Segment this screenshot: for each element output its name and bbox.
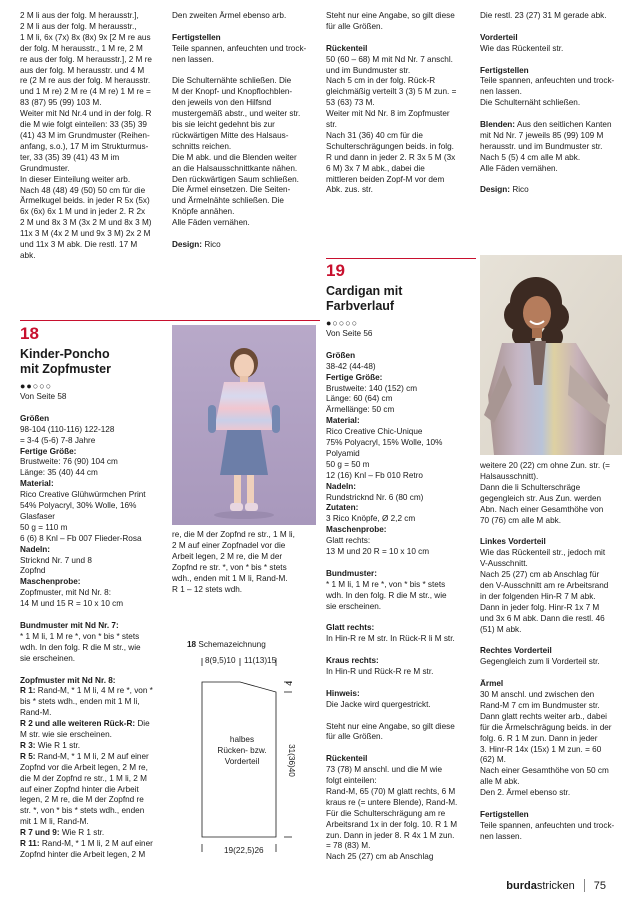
text-line: Gegengleich zum li Vorderteil str. bbox=[480, 657, 600, 667]
text-line: Alle Fäden vernähen. bbox=[172, 218, 250, 228]
text-line: und 11x 3 M abk. Die restl. 17 M bbox=[20, 240, 138, 250]
text-line: und 3x 6 M abk. Dann die restl. 46 bbox=[480, 613, 605, 623]
row-instruction: R 7 und 9: Wie R 1 str. bbox=[20, 828, 105, 838]
text-line: Halsausschnitt). bbox=[480, 471, 539, 481]
text-line: gegengleich str. Aus Zun. werden bbox=[480, 493, 602, 503]
text-line: 30 M anschl. und zwischen den bbox=[480, 689, 595, 699]
sub-heading: Bundmuster: bbox=[326, 568, 377, 578]
text-line: Länge: 60 (64) cm bbox=[326, 394, 393, 404]
text-line: 12 (16) Knl – Fb 010 Retro bbox=[326, 470, 423, 480]
text-line: die M der Zopfnd re str., 1 M li, 2 M bbox=[20, 773, 147, 783]
text-line: für die Ärmelschrägung beids. in der bbox=[480, 722, 612, 732]
text-line: Zopfnd hinter die Arbeit legen, 2 M bbox=[20, 850, 146, 860]
text-line: kraus re (= untere Blende), Rand-M. bbox=[326, 797, 458, 807]
text-line: Steht nur eine Angabe, so gilt diese bbox=[326, 11, 455, 20]
text-line: aus der folg. M herausstr. und 4 M bbox=[20, 65, 145, 75]
row-instruction: R 2 und alle weiteren Rück-R: Die bbox=[20, 719, 150, 729]
text-line: Zopfnd bbox=[20, 566, 46, 576]
text-line: und 1 M re) 2 M re (4 M re) 1 M re = bbox=[20, 87, 151, 97]
text-line: = 3-4 (5-6) 7-8 Jahre bbox=[20, 435, 96, 445]
text-line: 2 M auf einer Zopfnadel vor die bbox=[172, 540, 286, 550]
sub-heading: Nadeln: bbox=[326, 481, 357, 491]
text-line: Weiter mit Nd Nr.4 und in der folg. R bbox=[20, 109, 152, 119]
text-line: 6 (6) 8 Knl – Fb 007 Flieder-Rosa bbox=[20, 533, 142, 543]
text-line: Die Schulternähte schließen. Die bbox=[172, 76, 292, 86]
text-line: 3 Rico Knöpfe, Ø 2,2 cm bbox=[326, 514, 416, 524]
text-line: 98-104 (110-116) 122-128 bbox=[20, 424, 115, 434]
schema-center-line-2: Rücken- bzw. bbox=[217, 746, 267, 755]
text-line: und Ärmelnähte schließen. Die bbox=[172, 196, 284, 206]
finishing-body bbox=[172, 44, 317, 66]
text-line: folg. 6. R 1 M zun. Dann in jeder bbox=[480, 733, 598, 743]
text-line: Polyamid bbox=[326, 448, 360, 458]
difficulty-rating: ●●○○○ bbox=[20, 381, 53, 391]
text-line: die M wie folgt einteilen: 33 (35) 39 bbox=[20, 120, 147, 130]
text-line: und im Bundmuster str. bbox=[326, 65, 411, 75]
text-line: mit Nd Nr. 7 jeweils 85 (99) 109 M bbox=[480, 130, 604, 140]
text-line: für alle Größen. bbox=[326, 732, 383, 742]
text-line: re (2 M re aus der folg. M herausstr. bbox=[20, 76, 151, 86]
section-18-rule bbox=[20, 320, 320, 321]
sub-heading: Kraus rechts: bbox=[326, 656, 379, 666]
pattern-number: 19 bbox=[326, 261, 345, 280]
bands-body bbox=[480, 120, 625, 175]
sub-heading: Fertigstellen bbox=[480, 809, 529, 819]
text-line: bis sie leicht gedehnt bis zur bbox=[172, 120, 275, 130]
spacer bbox=[326, 711, 474, 722]
text-line: Ärmellänge: 50 cm bbox=[326, 405, 395, 415]
front-piece-body: Wie das Rückenteil str. bbox=[480, 43, 564, 53]
column-2-bottom-text bbox=[172, 530, 317, 595]
text-line: wdh. In den folg. R die M str., wie bbox=[20, 642, 141, 652]
column-4-top-text bbox=[480, 11, 625, 196]
text-line: wdh., enden mit 1 M li, Rand-M. bbox=[172, 573, 288, 583]
text-line: Rand-M, 65 (70) M glatt rechts, 6 M bbox=[326, 786, 456, 796]
sizes-note bbox=[326, 11, 471, 33]
text-line: legen, 2 M re, die M der Zopfnd re bbox=[20, 795, 144, 805]
text-line: 53 (63) 73 M. bbox=[326, 98, 375, 108]
text-line: Weiter mit Nd Nr. 8 im Zopfmuster bbox=[326, 109, 450, 119]
text-line: Länge: 35 (40) 44 cm bbox=[20, 468, 98, 478]
text-line: Für die Schulterschrägung am re bbox=[326, 808, 446, 818]
remaining-stitches-line: Die restl. 23 (27) 31 M gerade abk. bbox=[480, 11, 607, 20]
pattern-title-line-1: Kinder-Poncho bbox=[20, 347, 110, 361]
text-line: Zopfmuster, mit Nd Nr. 8: bbox=[20, 588, 111, 598]
text-line: 6 M) 3x 7 M abk., dabei die bbox=[326, 163, 425, 173]
spacer bbox=[326, 558, 474, 569]
text-line: 70 (76) cm alle M abk. bbox=[480, 515, 561, 525]
text-line: Nach 31 (36) 40 cm für die bbox=[326, 130, 423, 140]
sub-heading: Material: bbox=[326, 416, 360, 426]
text-line: 50 g = 50 m bbox=[326, 459, 370, 469]
text-line: Dann in jeder folg. Hinr-R 1x 7 M bbox=[480, 602, 600, 612]
text-line: 75% Polyacryl, 15% Wolle, 10% bbox=[326, 438, 443, 448]
text-line: Abk. zus. str. bbox=[326, 185, 373, 195]
text-line: Teile spannen, anfeuchten und trock- bbox=[480, 76, 615, 86]
text-line: Den rückwärtigen Saum schließen. bbox=[172, 174, 299, 184]
difficulty-rating: ●○○○○ bbox=[326, 318, 359, 328]
sub-heading: Rückenteil bbox=[326, 754, 368, 764]
text-line: Nach 25 (27) cm ab Anschlag für bbox=[480, 570, 600, 580]
text-line: Nach 25 (27) cm ab Anschlag bbox=[326, 852, 434, 862]
text-line: re aus der folg. M herausstr.], 2 M re bbox=[20, 54, 152, 64]
text-line: für alle Größen. bbox=[326, 21, 383, 31]
text-line: mit 1 M li, Rand-M. bbox=[20, 817, 89, 827]
pattern-18-column bbox=[20, 325, 168, 861]
schema-right-small-dim: 4 bbox=[284, 681, 294, 686]
sub-heading: Fertige Größe: bbox=[20, 446, 77, 456]
column-2-top-text bbox=[172, 11, 317, 251]
design-credit: Design: Rico bbox=[480, 185, 529, 195]
text-line: Rico Creative Chic-Unique bbox=[326, 427, 423, 437]
column-4-bottom-text bbox=[480, 461, 625, 843]
text-line: Steht nur eine Angabe, so gilt diese bbox=[326, 721, 455, 731]
text-line: R 1 – 12 stets wdh. bbox=[172, 584, 243, 594]
text-line: rückwärtigen Mitte des Halsaus- bbox=[172, 130, 289, 140]
text-line: Stricknd Nr. 7 und 8 bbox=[20, 555, 92, 565]
spacer bbox=[20, 610, 168, 621]
sub-heading: Bundmuster mit Nd Nr. 7: bbox=[20, 621, 119, 630]
back-piece-heading: Rückenteil bbox=[326, 43, 368, 53]
text-line: Zopfnd re str. *, von * bis * stets bbox=[172, 562, 287, 572]
sub-heading: Ärmel bbox=[480, 679, 504, 689]
text-line: 50 (60 – 68) M mit Nd Nr. 7 anschl. bbox=[326, 54, 453, 64]
text-line: weitere 20 (22) cm ohne Zun. str. (= bbox=[480, 461, 610, 470]
text-line: 2 M und 8x 3 M (3x 2 M und 8x 3 M) bbox=[20, 218, 152, 228]
text-line: 38-42 (44-48) bbox=[326, 361, 376, 371]
row-instruction: R 3: Wie R 1 str. bbox=[20, 740, 81, 750]
sub-heading: Maschenprobe: bbox=[20, 577, 81, 587]
text-line: Die Schulternäht schließen. bbox=[480, 98, 581, 108]
schema-center-line-1: halbes bbox=[229, 735, 255, 744]
section-19-rule bbox=[326, 258, 476, 259]
text-line: mustergemäß abstr., und weiter str. bbox=[172, 109, 301, 119]
text-line: 11x 3 M (4x 2 M und 9x 3 M) 2x 2 M bbox=[20, 229, 151, 239]
text-line: sie erscheinen. bbox=[326, 601, 382, 611]
pattern-title-line-2: mit Zopfmuster bbox=[20, 361, 111, 376]
text-line: In Hin-R re M str. In Rück-R li M str. bbox=[326, 634, 455, 644]
sub-heading: Glatt rechts: bbox=[326, 623, 375, 633]
text-line: Brustweite: 76 (90) 104 cm bbox=[20, 457, 118, 467]
text-line: Teile spannen, anfeuchten und trock- bbox=[480, 820, 615, 830]
schema-top-dim-1: 8(9,5)10 bbox=[205, 656, 236, 665]
pattern-19-column bbox=[326, 262, 474, 863]
text-line: Brustweite: 140 (152) cm bbox=[326, 383, 418, 393]
seams-body bbox=[172, 76, 317, 229]
text-line: Dann glatt rechts weiter arb., dabei bbox=[480, 711, 607, 721]
text-line: Rand-M 7 cm im Bundmuster str. bbox=[480, 700, 600, 710]
magazine-brand: burdastricken bbox=[506, 879, 575, 892]
text-line: schnitts reichen. bbox=[172, 141, 232, 151]
text-line: Wie das Rückenteil str., jedoch mit bbox=[480, 548, 606, 558]
text-line: Knöpfe annähen. bbox=[172, 207, 235, 217]
text-line: str. bbox=[326, 120, 337, 130]
sub-heading: Größen bbox=[20, 413, 50, 423]
text-line: nen lassen. bbox=[172, 54, 214, 64]
spacer bbox=[480, 668, 625, 679]
child-poncho-photo bbox=[172, 325, 316, 525]
schema-drawing bbox=[172, 640, 317, 860]
text-line: herausstr. und im Bundmuster str. bbox=[480, 141, 603, 151]
page-footer bbox=[506, 879, 606, 892]
text-line: 14 M und 15 R = 10 x 10 cm bbox=[20, 599, 124, 609]
text-line: nen lassen. bbox=[480, 87, 522, 97]
row-instruction: R 11: Rand-M, * 1 M li, 2 M auf einer bbox=[20, 839, 153, 849]
sub-heading: Fertige Größe: bbox=[326, 372, 383, 382]
text-line: (51) M abk. bbox=[480, 624, 522, 634]
woman-cardigan-photo bbox=[480, 255, 622, 455]
finishing-heading: Fertigstellen bbox=[480, 65, 529, 75]
text-line: Schulterschrägungen beids. in folg. bbox=[326, 141, 454, 151]
text-line: (41) 43 M im Grundmuster (Reihen- bbox=[20, 130, 150, 140]
text-line: abk. bbox=[20, 250, 36, 260]
spacer bbox=[326, 645, 474, 656]
text-line: 3. Hinr-R 14x (15x) 1 M zun. = 60 bbox=[480, 744, 602, 754]
text-line: Arbeitsrand 1x in der folg. 10. R 1 M bbox=[326, 819, 458, 829]
text-line: bis * stets wdh., enden mit 1 M li, bbox=[20, 697, 140, 707]
text-line: V-Ausschnitt. bbox=[480, 559, 528, 569]
text-line: Die Jacke wird quergestrickt. bbox=[326, 699, 431, 709]
text-line: Arbeit legen, 2 M re, die M der bbox=[172, 551, 283, 561]
text-line: 6x (6x) 6x 1 M und in jeder 2. R 2x bbox=[20, 207, 146, 217]
text-line: wdh. In den folg. R die M str., wie bbox=[326, 590, 447, 600]
row-instruction: R 1: Rand-M, * 1 M li, 4 M re *, von * bbox=[20, 686, 153, 696]
text-line: 13 M und 20 R = 10 x 10 cm bbox=[326, 547, 430, 557]
column-1-top-text bbox=[20, 11, 165, 262]
text-line: 1 M li, 6x (7x) 8x (8x) 9x [2 M re aus bbox=[20, 32, 151, 42]
text-line: Nach 48 (48) 49 (50) 50 cm für die bbox=[20, 185, 146, 195]
footer-separator bbox=[584, 879, 585, 892]
pattern-title-line-1: Cardigan mit bbox=[326, 284, 403, 298]
spacer bbox=[480, 799, 625, 810]
text-line: Nach 5 (5) 4 cm alle M abk. bbox=[480, 152, 581, 162]
schema-center-line-3: Vorderteil bbox=[224, 757, 260, 766]
text-line: den V-Ausschnitt am re Arbeitsrand bbox=[480, 580, 609, 590]
text-line: Rico Creative Glühwürmchen Print bbox=[20, 490, 146, 500]
text-line: 73 (78) M anschl. und die M wie bbox=[326, 765, 443, 775]
schema-top-dim-2: 11(13)15 bbox=[244, 656, 277, 665]
pattern-title-line-2: Farbverlauf bbox=[326, 298, 395, 313]
text-line: Die Ärmel einsetzen. Die Seiten- bbox=[172, 185, 291, 195]
text-line: mittleren beiden Zopf-M vor dem bbox=[326, 174, 445, 184]
text-line: der folg. M herausstr., 1 M re, 2 M bbox=[20, 43, 143, 53]
text-line: 83 (87) 95 (99) 103 M. bbox=[20, 98, 102, 108]
text-line: nen lassen. bbox=[480, 831, 522, 841]
spacer bbox=[480, 635, 625, 646]
sub-heading: Nadeln: bbox=[20, 544, 51, 554]
spacer bbox=[326, 678, 474, 689]
text-line: Nach einer Gesamthöhe von 50 cm bbox=[480, 766, 609, 776]
text-line: M der Knopf- und Knopflochblen- bbox=[172, 87, 293, 97]
pattern-19-details bbox=[326, 351, 474, 864]
from-page: Von Seite 56 bbox=[326, 329, 373, 338]
text-line: 50 g = 110 m bbox=[20, 522, 68, 532]
text-line: in der folgenden Hin-R 7 M abk. bbox=[480, 591, 596, 601]
design-credit: Design: Rico bbox=[172, 239, 221, 249]
sub-heading: Zopfmuster mit Nd Nr. 8: bbox=[20, 675, 116, 685]
schema-label: 18 Schemazeichnung bbox=[187, 640, 266, 649]
pattern-number: 18 bbox=[20, 324, 39, 343]
front-piece-heading: Vorderteil bbox=[480, 32, 518, 42]
text-line: Rundstricknd Nr. 6 (80 cm) bbox=[326, 492, 424, 502]
text-line: Glatt rechts: bbox=[326, 536, 371, 546]
text-line: sie erscheinen. bbox=[20, 653, 76, 663]
sub-heading: Rechtes Vorderteil bbox=[480, 646, 552, 656]
text-line: Dann die li Schulterschräge bbox=[480, 482, 581, 492]
schema-right-dim: 31(36)40 bbox=[286, 744, 296, 777]
text-line: Teile spannen, anfeuchten und trock- bbox=[172, 43, 307, 53]
text-line: Rand-M. bbox=[20, 708, 52, 718]
sleeve-note: Den zweiten Ärmel ebenso arb. bbox=[172, 11, 287, 20]
text-line: Blenden: Aus den seitlichen Kanten bbox=[480, 120, 612, 130]
sub-heading: Material: bbox=[20, 479, 54, 489]
text-line: Die M abk. und die Blenden weiter bbox=[172, 152, 297, 162]
text-line: * 1 M li, 1 M re *, von * bis * stets bbox=[326, 579, 446, 589]
text-line: zun. Dann in jeder 8. R 4x 1 M zun. bbox=[326, 830, 455, 840]
text-line: str. *, von * bis * stets wdh., enden bbox=[20, 806, 145, 816]
text-line: Grundmuster. bbox=[20, 163, 70, 173]
text-line: Alle Fäden vernähen. bbox=[480, 163, 558, 173]
text-line: den jeweils von den Hilfsnd bbox=[172, 98, 272, 108]
text-line: folgt einteilen: bbox=[326, 776, 377, 786]
text-line: re, die M der Zopfnd re str., 1 M li, bbox=[172, 530, 295, 539]
text-line: anfang, s.o.), 17 M im Strukturmus- bbox=[20, 141, 149, 151]
text-line: Glasfaser bbox=[20, 511, 56, 521]
text-line: Zopfnd vor die Arbeit legen, 2 M re, bbox=[20, 762, 148, 772]
finishing-heading: Fertigstellen bbox=[172, 32, 221, 42]
spacer bbox=[326, 613, 474, 624]
text-line: Abn. Nach einer Gesamthöhe von bbox=[480, 504, 604, 514]
text-line: * 1 M li, 1 M re *, von * bis * stets bbox=[20, 631, 140, 641]
spacer bbox=[326, 743, 474, 754]
sub-heading: Größen bbox=[326, 350, 356, 360]
text-line: In Hin-R und Rück-R re M str. bbox=[326, 667, 434, 677]
text-line: an die Halsausschnittkante nähen. bbox=[172, 163, 298, 173]
text-line: alle M abk. bbox=[480, 777, 520, 787]
schema-bottom-dim: 19(22,5)26 bbox=[224, 846, 264, 855]
text-line: M str. wie sie erscheinen. bbox=[20, 730, 112, 740]
spacer bbox=[20, 665, 168, 676]
spacer bbox=[480, 526, 625, 537]
text-line: In dieser Einteilung weiter arb. bbox=[20, 174, 131, 184]
sub-heading: Maschenprobe: bbox=[326, 525, 387, 535]
from-page: Von Seite 58 bbox=[20, 392, 67, 401]
text-line: = 78 (83) M. bbox=[326, 841, 371, 851]
page-number: 75 bbox=[593, 879, 606, 892]
pattern-18-details bbox=[20, 414, 168, 861]
sub-heading: Hinweis: bbox=[326, 688, 360, 698]
sub-heading: Linkes Vorderteil bbox=[480, 537, 546, 547]
sub-heading: Zutaten: bbox=[326, 503, 359, 513]
text-line: 2 M li aus der folg. M herausstr., bbox=[20, 21, 137, 31]
text-line: Nach 5 cm in der folg. Rück-R bbox=[326, 76, 436, 86]
back-piece-body bbox=[326, 55, 471, 197]
finishing-body bbox=[480, 76, 625, 109]
row-instruction: R 5: Rand-M, * 1 M li, 2 M auf einer bbox=[20, 751, 149, 761]
text-line: R und dann in jeder 2. R 3x 5 M (3x bbox=[326, 152, 456, 162]
text-line: ter, 33 (35) 39 (41) 43 M im bbox=[20, 152, 120, 162]
text-line: Ärmelkugel beids. in jeder R 5x (5x) bbox=[20, 196, 150, 206]
text-line: (62) M. bbox=[480, 755, 506, 765]
text-line: Den 2. Ärmel ebenso str. bbox=[480, 788, 571, 798]
text-line: 54% Polyacryl, 30% Wolle, 16% bbox=[20, 501, 137, 511]
text-line: 2 M li aus der folg. M herausstr.], bbox=[20, 11, 139, 20]
column-3-top-text bbox=[326, 11, 471, 196]
text-line: gleichmäßig verteilt 3 (3) 5 M zun. = bbox=[326, 87, 457, 97]
text-line: auf einer Zopfnd hinter die Arbeit bbox=[20, 784, 139, 794]
